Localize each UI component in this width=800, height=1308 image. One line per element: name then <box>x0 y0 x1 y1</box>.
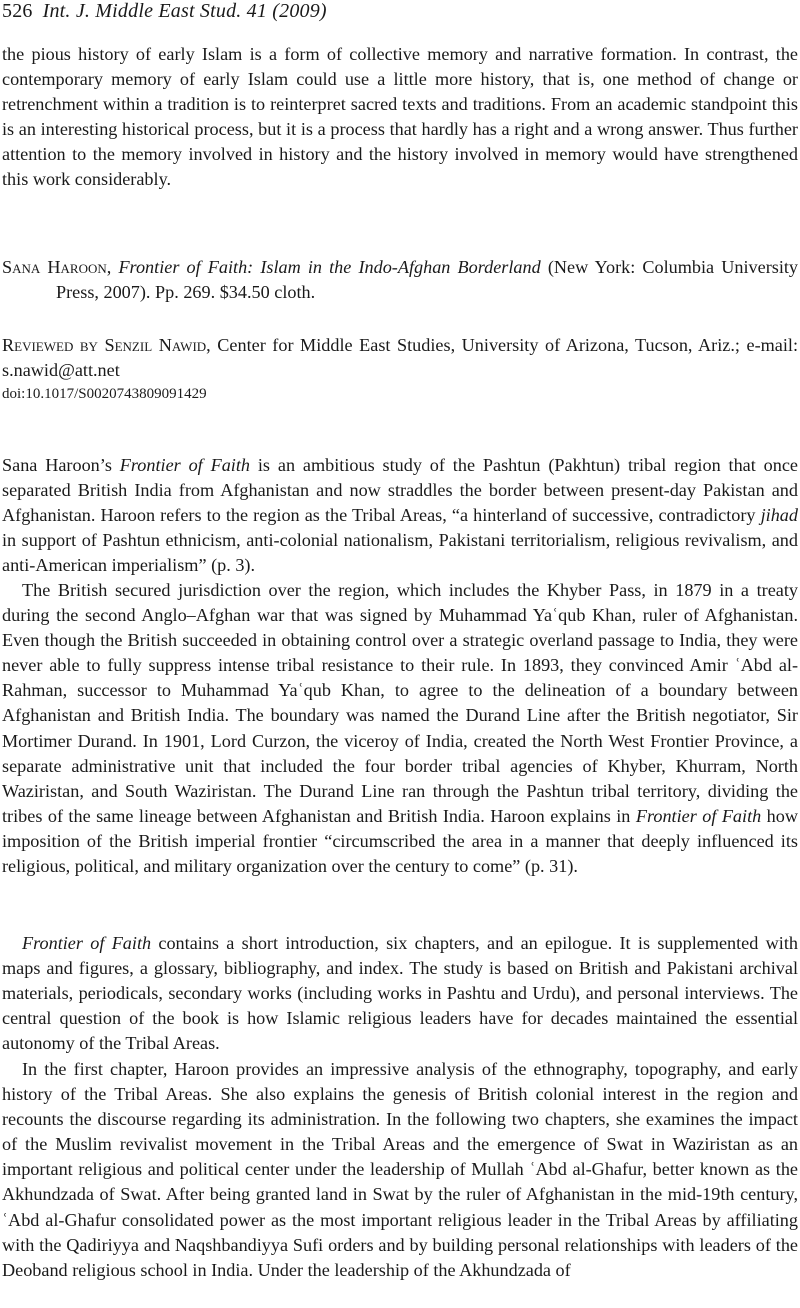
intro-paragraph: the pious history of early Islam is a form of collective memory and narrative formation. In contrast, the contemporary memory of early Islam could use a little more history, that is, one method of change or retrenchment within a tradition is to reinterpret sacred texts and traditions. From an academic standpoint this is an interesting historical process, but it is a process that hardly has a right and a wrong answer. Thus further attention to the memory involved in history and the history involved in memory would have strengthened this work considerably. <box>2 44 798 190</box>
running-head <box>2 0 327 24</box>
body-paragraph-1 <box>2 453 798 578</box>
p1-book-title: Frontier of Faith <box>119 455 251 475</box>
p2-text-a: The British secured jurisdiction over the region, which includes the Khyber Pass, in 1879 in a treaty during the second Anglo–Afghan war that was signed by Muhammad Yaʿqub Khan, ruler of Afghanistan. Even though the British succeeded in obtaining control over a strategic overland passage to India, they were never able to fully suppress intense tribal resistance to their rule. In 1893, they convinced Amir ʿAbd al-Rahman, successor to Muhammad Yaʿqub Khan, to agree to the delineation of a boundary between Afghanistan and British India. The boundary was named the Durand Line after the British negotiator, Sir Mortimer Durand. In 1901, Lord Curzon, the viceroy of India, created the North West Frontier Province, a separate administrative unit that included the four border tribal agencies of Khyber, Khurram, North Waziristan, and South Waziristan. The Durand Line ran through the Pashtun tribal territory, dividing the tribes of the same lineage between Afghanistan and British India. Haroon explains in <box>2 580 798 826</box>
p3-text-b: contains a short introduction, six chapters, and an epilogue. It is supplemented with maps and figures, a glossary, bibliography, and index. The study is based on British and Pakistani archival materials, periodicals, secondary works (including works in Pashtu and Urdu), and personal interviews. The central question of the book is how Islamic religious leaders have for decades maintained the essential autonomy of the Tribal Areas. <box>2 933 798 1054</box>
reviewer-name: Reviewed by Senzil Nawid <box>2 335 207 355</box>
body-paragraph-4: In the first chapter, Haroon provides an impressive analysis of the ethnography, topography, and early history of the Tribal Areas. She also explains the genesis of British colonial interest in the region and recounts the discourse regarding its administration. In the following two chapters, she examines the impact of the Muslim revivalist movement in the Tribal Areas and the emergence of Swat in Waziristan as an important religious and political center under the leadership of Mullah ʿAbd al-Ghafur, better known as the Akhundzada of Swat. After being granted land in Swat by the ruler of Afghanistan in the mid-19th century, ʿAbd al-Ghafur consolidated power as the most important religious leader in the Tribal Areas by affiliating with the Qadiriyya and Naqshbandiyya Sufi orders and by building personal relationships with leaders of the Deoband religious school in India. Under the leadership of the Akhundzada of <box>2 1059 798 1280</box>
journal-citation: Int. J. Middle East Stud. 41 (2009) <box>42 0 327 22</box>
reviewer-affiliation: , Center for Middle East Studies, University of Arizona, Tucson, Ariz.; e-mail: s.nawid@att.net <box>2 335 799 381</box>
p1-jihad: jihad <box>760 505 798 526</box>
p1-text-a: Sana Haroon’s <box>2 455 120 475</box>
p1-text-c: is an ambitious study of the Pashtun (Pakhtun) tribal region that once separated British India from Afghanistan and now straddles the border between present-day Pakistan and Afghanistan. Haroon refers to the region as the Tribal Areas, “a hinterland of successive, contradictory <box>2 455 798 526</box>
doi-link[interactable]: doi:10.1017/S0020743809091429 <box>2 386 207 402</box>
body-paragraph-3 <box>2 931 798 1056</box>
p1-text-e: in support of Pashtun ethnicism, anti-colonial nationalism, Pakistani territorialism, religious revivalism, and anti-American imperialism” (p. 3). <box>2 530 798 576</box>
reviewer-line <box>2 333 798 383</box>
body-paragraph-2 <box>2 578 798 879</box>
book-title: Frontier of Faith: Islam in the Indo-Afghan Borderland <box>118 257 541 277</box>
p3-book-title: Frontier of Faith <box>22 933 152 953</box>
page-number: 526 <box>2 0 33 22</box>
book-author: Sana Haroon <box>2 257 107 277</box>
p2-text-c: how imposition of the British imperial frontier “circumscribed the area in a manner that deeply influenced its religious, political, and military organization over the century to come” (p. 31). <box>2 805 798 877</box>
p2-book-title: Frontier of Faith <box>635 805 762 826</box>
book-citation: Sana Haroon, Frontier of Faith: Islam in the Indo-Afghan Borderland (New York: Columbia University Press, 2007). Pp. 269. $34.50 cloth. <box>2 257 799 303</box>
book-publication: (New York: Columbia University Press, 2007). Pp. 269. $34.50 cloth. <box>56 257 799 303</box>
